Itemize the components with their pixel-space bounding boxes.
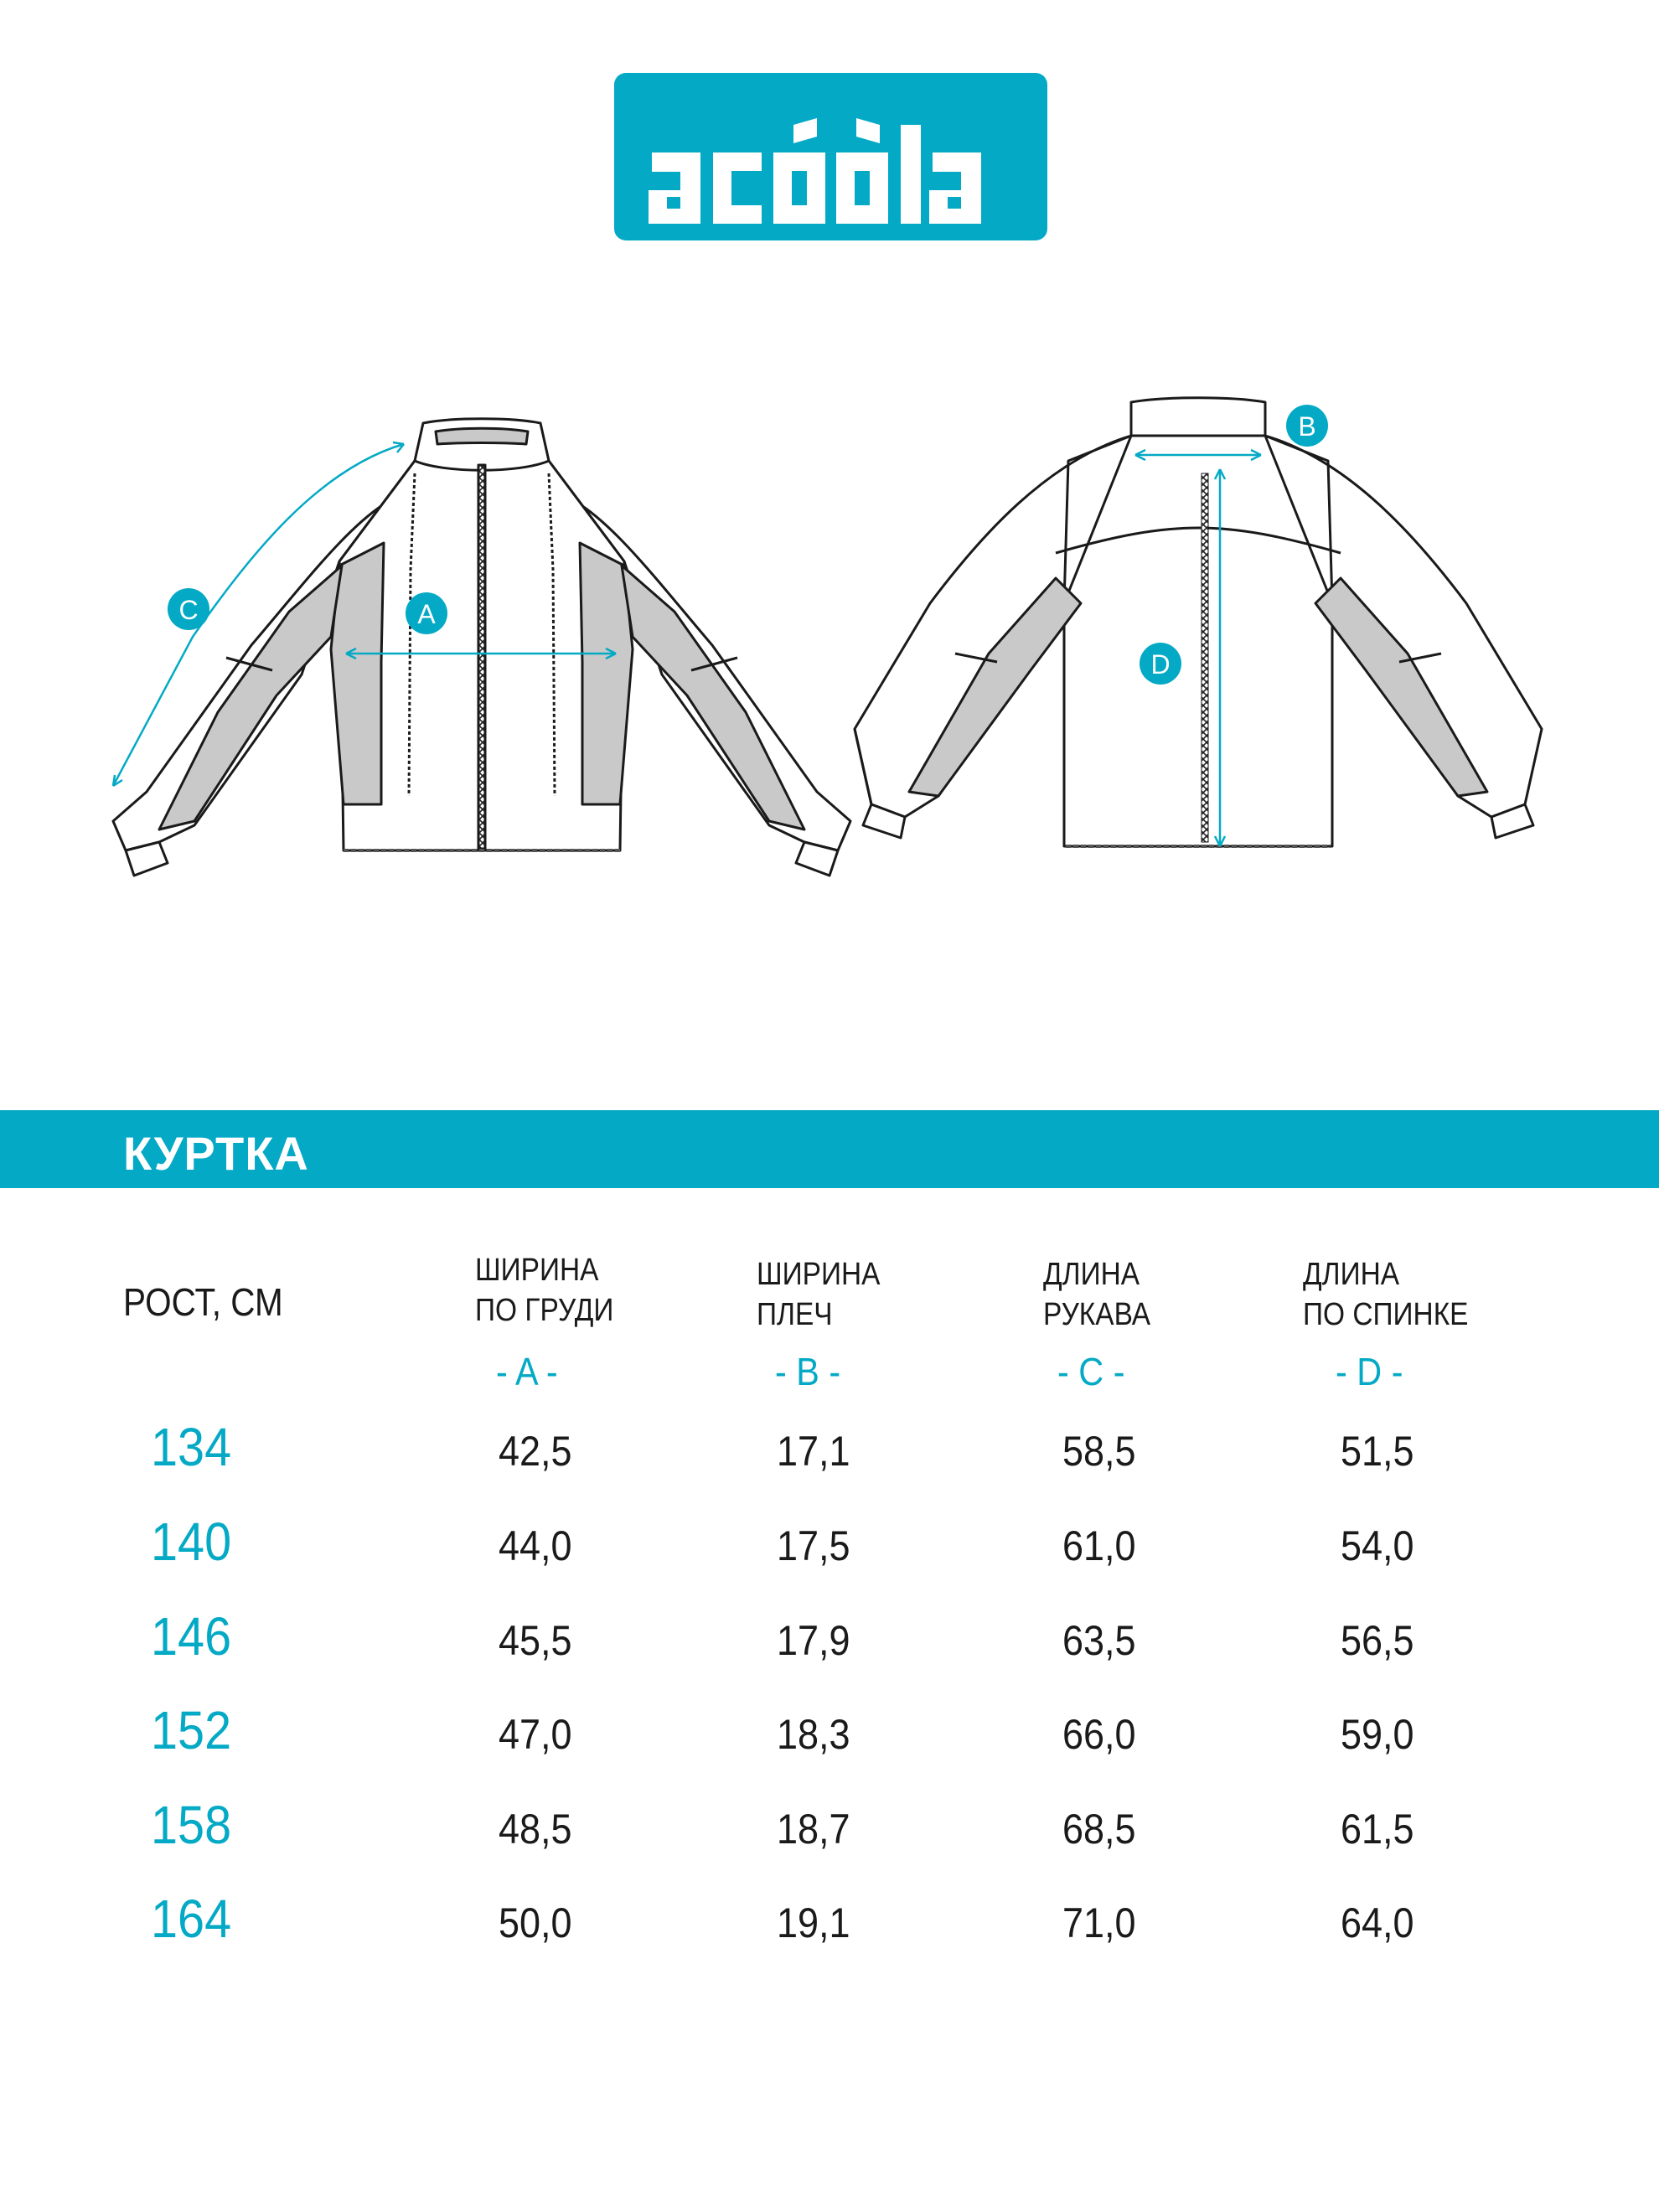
cell-shoulders: 18,3 — [777, 1711, 850, 1758]
cell-chest: 45,5 — [499, 1617, 572, 1664]
row-height: 164 — [151, 1889, 232, 1949]
cell-shoulders: 17,9 — [777, 1617, 850, 1664]
row-height: 134 — [151, 1417, 232, 1477]
svg-text:C: C — [178, 595, 199, 625]
row-height: 158 — [151, 1795, 232, 1855]
svg-text:D: D — [1150, 649, 1171, 680]
cell-chest: 42,5 — [499, 1428, 572, 1475]
cell-shoulders: 18,7 — [777, 1806, 850, 1853]
cell-chest: 47,0 — [499, 1711, 572, 1758]
back-view — [855, 398, 1542, 846]
cell-shoulders: 17,1 — [777, 1428, 850, 1475]
column-code-d: - D - — [1336, 1350, 1403, 1393]
column-header-chest: ШИРИНА ПО ГРУДИ — [475, 1253, 614, 1328]
cell-chest: 44,0 — [499, 1522, 572, 1569]
cell-sleeve: 66,0 — [1062, 1711, 1136, 1758]
cell-shoulders: 19,1 — [777, 1899, 850, 1946]
cell-sleeve: 63,5 — [1062, 1617, 1136, 1664]
row-height: 140 — [151, 1512, 232, 1572]
marker-d — [1140, 643, 1181, 685]
height-header: РОСТ, СМ — [123, 1280, 283, 1324]
cell-chest: 48,5 — [499, 1806, 572, 1853]
marker-a — [406, 592, 447, 634]
cell-back-length: 59,0 — [1341, 1711, 1414, 1758]
svg-text:B: B — [1298, 411, 1316, 442]
cell-sleeve: 68,5 — [1062, 1806, 1136, 1853]
cell-back-length: 61,5 — [1341, 1806, 1414, 1853]
row-height: 152 — [151, 1700, 232, 1760]
column-code-b: - B - — [775, 1350, 841, 1393]
brand-logo — [614, 73, 1047, 240]
cell-shoulders: 17,5 — [777, 1522, 850, 1569]
column-header-shoulders: ШИРИНА ПЛЕЧ — [757, 1257, 881, 1332]
garment-drawings — [0, 394, 1659, 880]
column-code-c: - C - — [1057, 1350, 1125, 1393]
acoola-logo-icon — [614, 73, 1047, 240]
cell-back-length: 56,5 — [1341, 1617, 1414, 1664]
section-title: КУРТКА — [123, 1127, 309, 1180]
column-header-sleeve: ДЛИНА РУКАВА — [1043, 1257, 1151, 1332]
row-height: 146 — [151, 1606, 232, 1667]
front-view — [113, 419, 850, 876]
cell-chest: 50,0 — [499, 1899, 572, 1946]
svg-text:A: A — [417, 599, 436, 629]
cell-sleeve: 61,0 — [1062, 1522, 1136, 1569]
marker-c — [168, 588, 209, 630]
cell-sleeve: 71,0 — [1062, 1899, 1136, 1946]
cell-back-length: 54,0 — [1341, 1522, 1414, 1569]
cell-sleeve: 58,5 — [1062, 1428, 1136, 1475]
cell-back-length: 51,5 — [1341, 1428, 1414, 1475]
marker-b — [1286, 405, 1328, 447]
column-header-back-length: ДЛИНА ПО СПИНКЕ — [1303, 1257, 1469, 1332]
column-code-a: - A - — [496, 1350, 558, 1393]
cell-back-length: 64,0 — [1341, 1899, 1414, 1946]
